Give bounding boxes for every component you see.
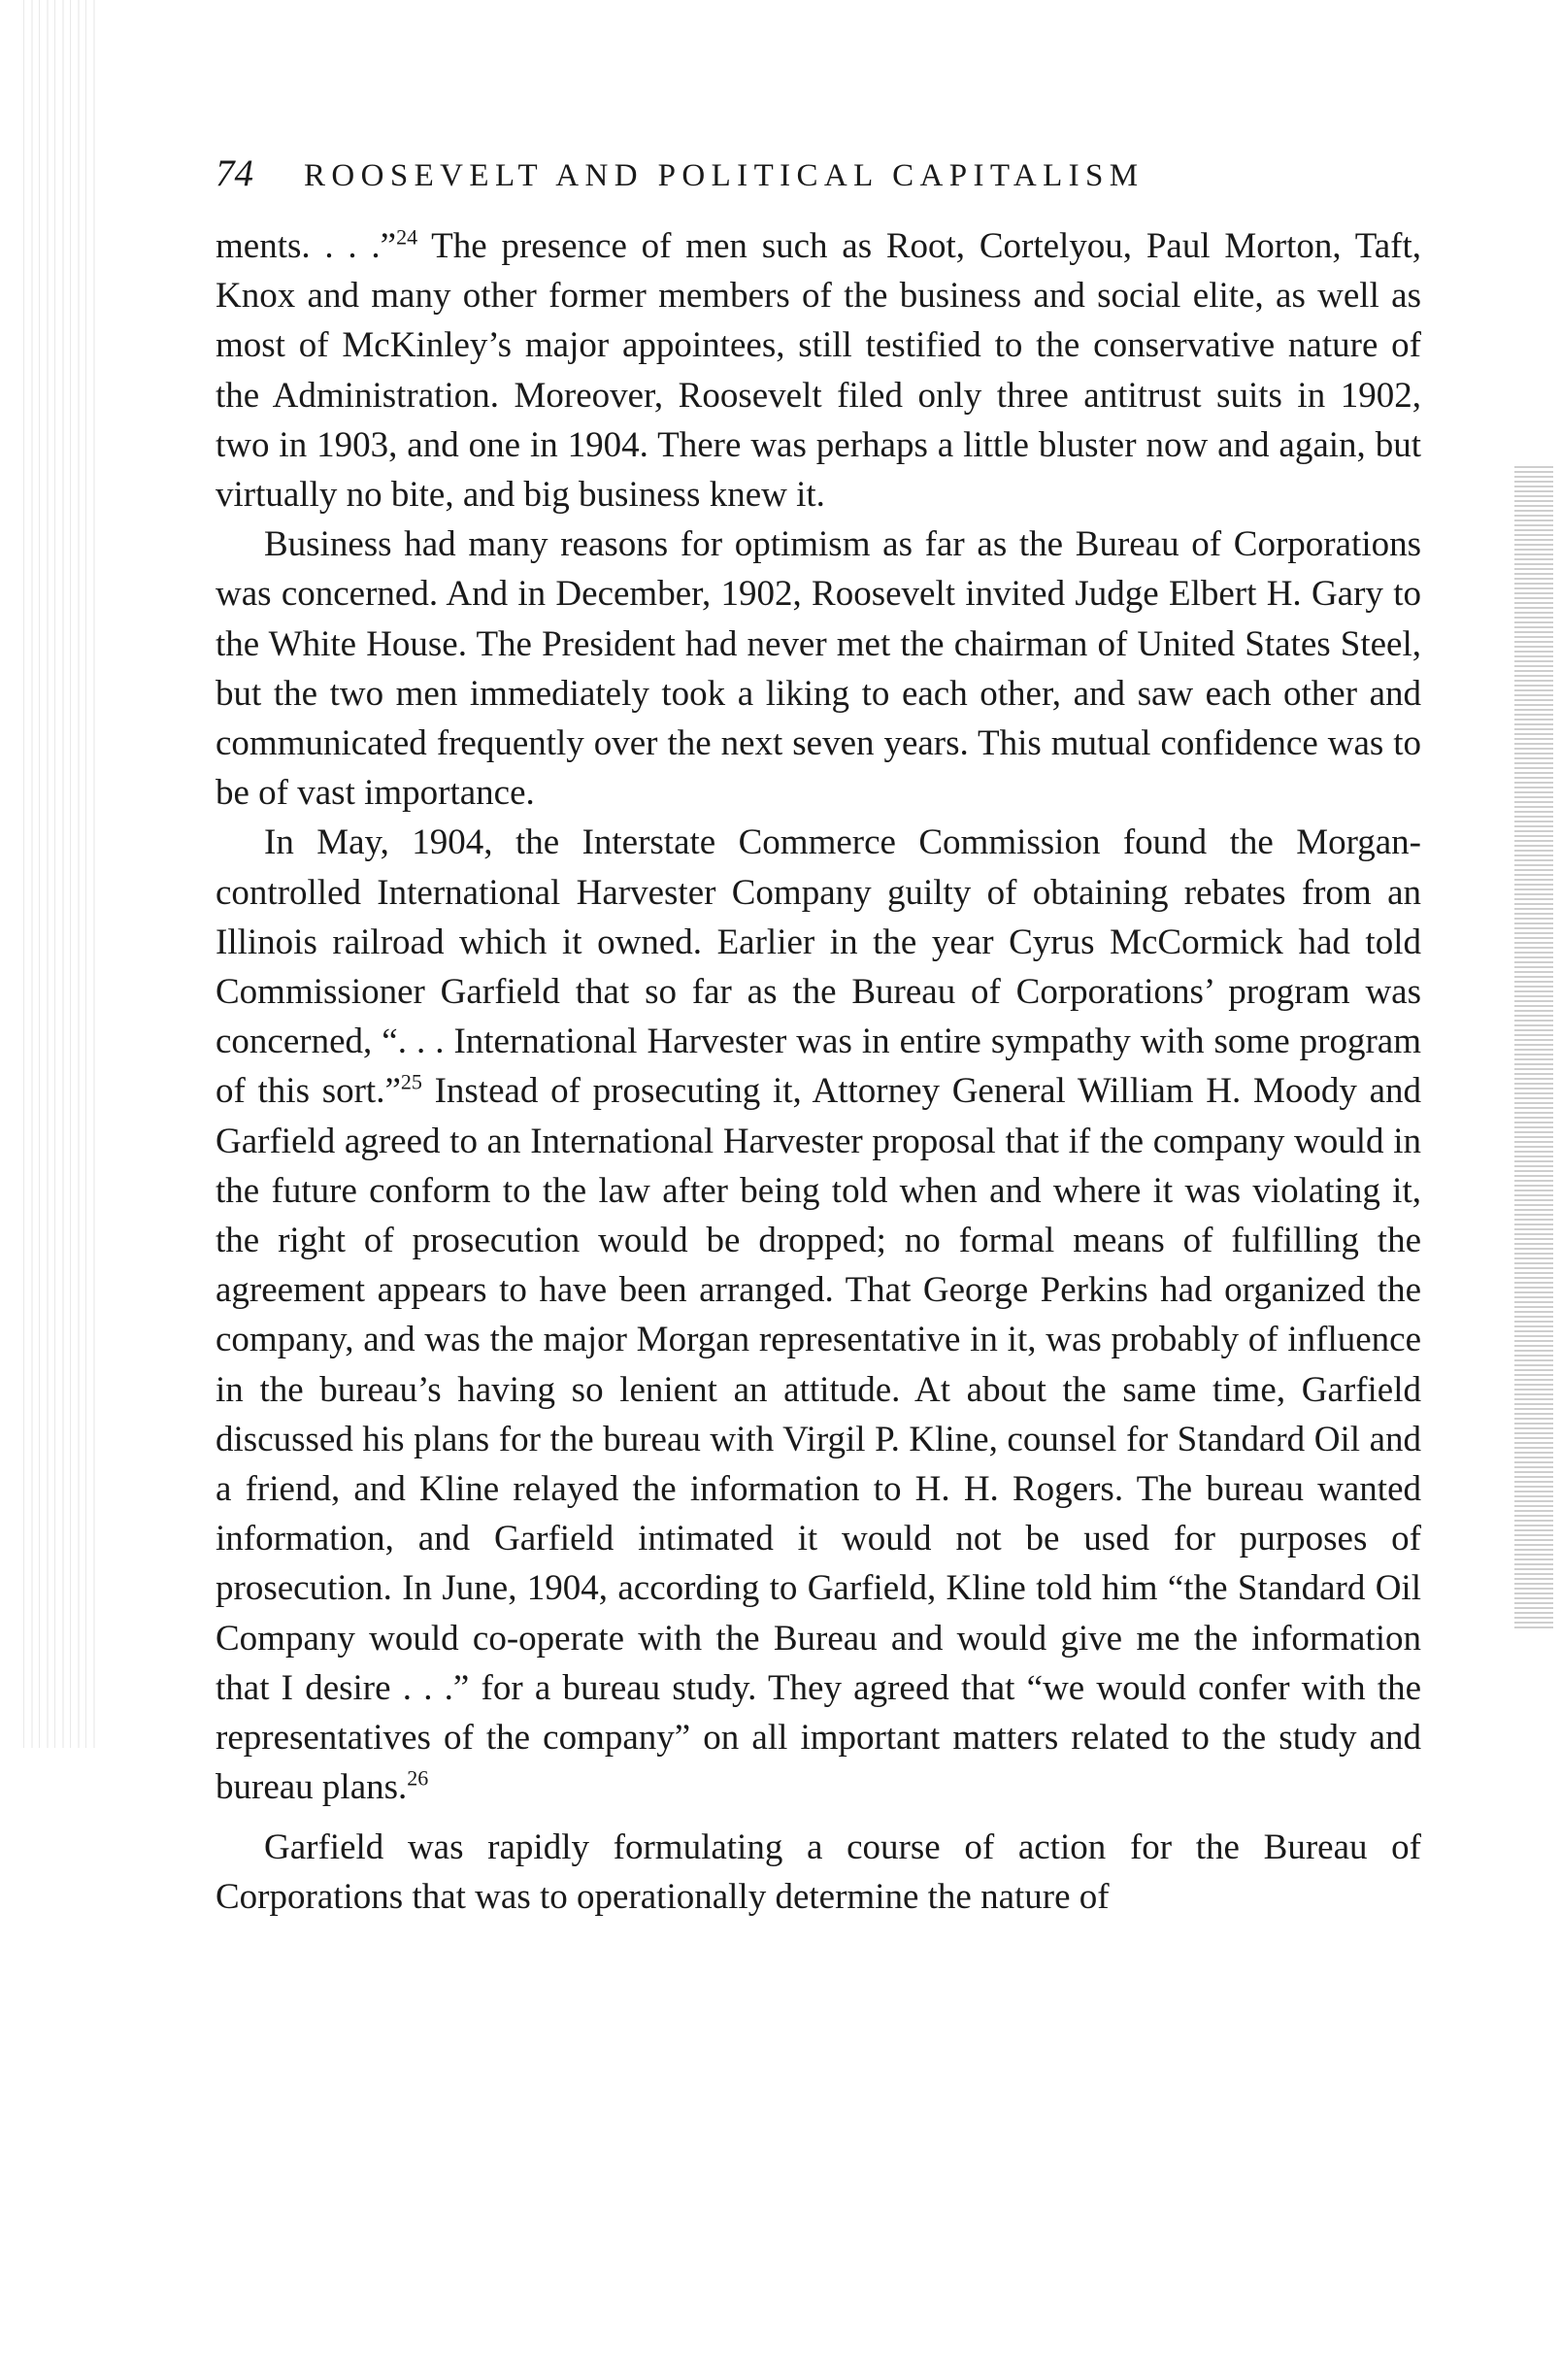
page-number: 74 xyxy=(216,152,253,194)
scan-edge-artifact-right xyxy=(1514,466,1553,1631)
paragraph xyxy=(216,520,1421,818)
paragraph xyxy=(216,1823,1421,1922)
text-run: ments. . . .” xyxy=(216,226,397,266)
paragraph xyxy=(216,818,1421,1812)
text-run: Instead of prosecuting it, Attorney General William H. Moody and Garfield agreed to an International Harvester proposal that if the company would in the future conform to the law after being told when and where it was violating it, the right of prosecution would be dropped; no formal means of fulfilling the agreement appears to have been arranged. That George Perkins had organized the company, and was the major Morgan representative in it, was probably of influence in the bureau’s having so lenient an attitude. At about the same time, Garfield discussed his plans for the bureau with Virgil P. Kline, counsel for Standard Oil and a friend, and Kline relayed the information to H. H. Rogers. The bureau wanted information, and Garfield intimated it would not be used for purposes of prosecution. In June, 1904, according to Garfield, Kline told him “the Standard Oil Company would co-operate with the Bureau and would give me the information that I desire . . .” for a bureau study. They agreed that “we would confer with the representatives of the company” on all important matters related to the study and bureau plans. xyxy=(216,1071,1422,1808)
footnote-marker: 24 xyxy=(396,224,418,250)
text-run: The presence of men such as Root, Cortelyou, Paul Morton, Taft, Knox and many other former members of the business and social elite, as well as most of McKinley’s major appointees, still testified to the conservative nature of the Administration. Moreover, Roosevelt filed only three antitrust suits in 1902, two in 1903, and one in 1904. There was perhaps a little bluster now and again, but virtually no bite, and big business knew it. xyxy=(216,226,1421,516)
text-run: Business had many reasons for optimism as far as the Bureau of Corporations was concerned. And in December, 1902, Roosevelt invited Judge Elbert H. Gary to the White House. The President had never met the chairman of United States Steel, but the two men immediately took a liking to each other, and saw each other and communicated frequently over the next seven years. This mutual confidence was to be of vast importance. xyxy=(216,524,1421,814)
scan-edge-artifact-left xyxy=(17,0,95,1748)
body-text xyxy=(216,221,1421,1922)
footnote-marker: 26 xyxy=(407,1765,429,1791)
running-head xyxy=(216,151,1419,210)
running-head-title: ROOSEVELT AND POLITICAL CAPITALISM xyxy=(304,158,1145,193)
paragraph-continued xyxy=(216,221,1421,520)
text-run: In May, 1904, the Interstate Commerce Commission found the Morgan-controlled International Harvester Company guilty of obtaining rebates from an Illinois railroad which it owned. Earlier in the year Cyrus McCormick had told Commissioner Garfield that so far as the Bureau of Corporations’ program was concerned, “. . . International Harvester was in entire sympathy with some program of this sort.” xyxy=(216,822,1421,1112)
text-run: Garfield was rapidly formulating a course of action for the Bureau of Corporations that was to operationally determine the nature of xyxy=(216,1827,1421,1917)
footnote-marker: 25 xyxy=(400,1070,422,1095)
